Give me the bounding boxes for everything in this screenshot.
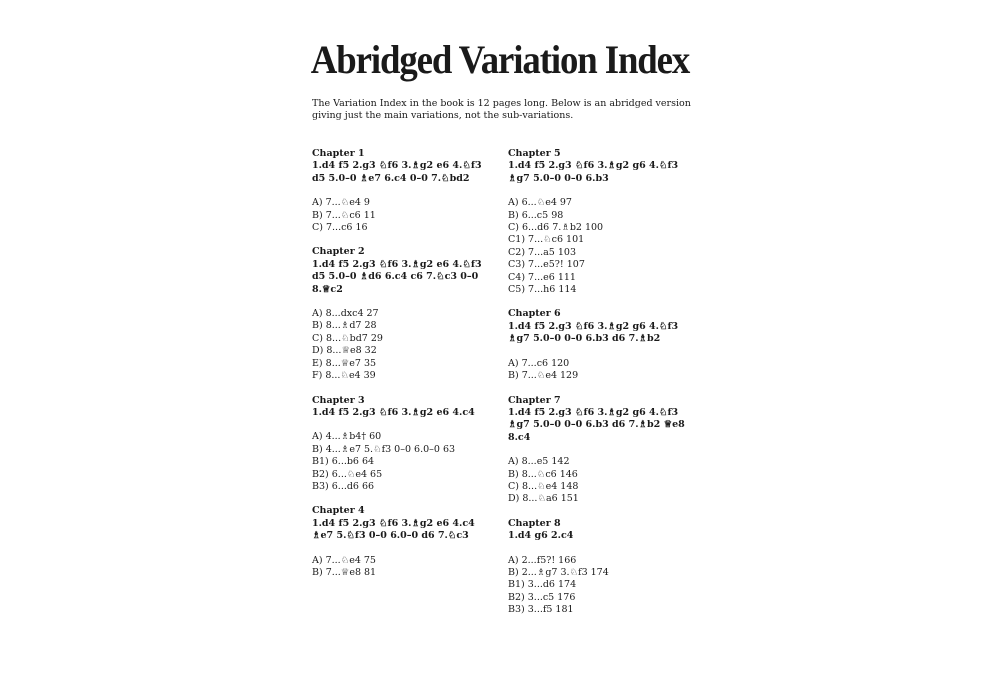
variation-line: A) 8...e5 142 [508, 456, 570, 468]
chapter-block [312, 246, 497, 382]
variation-line: B1) 6...b6 64 [312, 456, 375, 468]
variation-line: C5) 7...h6 114 [508, 284, 577, 296]
chapter-title: Chapter 6 [508, 308, 561, 320]
variation-line: B2) 3...c5 176 [508, 591, 576, 603]
variation-line: C1) 7...♘c6 101 [508, 234, 585, 246]
chapter-title: Chapter 5 [508, 148, 561, 159]
variation-line: A) 7...♘e4 9 [312, 197, 370, 209]
variation-line: C) 8...♘e4 148 [508, 480, 579, 492]
variation-line: B) 8...♘c6 146 [508, 468, 578, 480]
chapter-title: Chapter 2 [312, 246, 365, 258]
chapter-block [312, 505, 497, 579]
variation-line: B) 6...c5 98 [508, 209, 564, 221]
variation-line: B1) 3...d6 174 [508, 579, 577, 591]
left-column [312, 148, 497, 591]
variation-line: B) 8...♗d7 28 [312, 320, 377, 332]
variation-line: B3) 6...d6 66 [312, 480, 375, 492]
chapter-main-line: 1.d4 f5 2.g3 ♘f6 3.♗g2 e6 4.c4 ♗e7 5.♘f3 0–0 6.0–0 d6 7.♘c3 [312, 517, 475, 542]
chapter-title: Chapter 7 [508, 394, 561, 406]
variation-line: D) 8...♕e8 32 [312, 345, 377, 357]
chapter-block [312, 148, 497, 234]
variation-line: A) 8...dxc4 27 [312, 308, 379, 320]
variation-line: A) 2...f5?! 166 [508, 554, 577, 566]
chapter-title: Chapter 3 [312, 394, 365, 406]
variation-line: A) 6...♘e4 97 [508, 197, 572, 209]
chapter-main-line: 1.d4 f5 2.g3 ♘f6 3.♗g2 g6 4.♘f3 ♗g7 5.0–0 0–0 6.b3 d6 7.♗b2 [508, 320, 679, 345]
chapter-main-line: 1.d4 g6 2.c4 [508, 530, 574, 542]
chapter-main-line: 1.d4 f5 2.g3 ♘f6 3.♗g2 g6 4.♘f3 ♗g7 5.0–0 0–0 6.b3 [508, 160, 679, 184]
variation-line: F) 8...♘e4 39 [312, 370, 376, 382]
variation-line: B) 7...♘c6 11 [312, 209, 376, 221]
variation-line: A) 7...♘e4 75 [312, 554, 376, 566]
variation-line: B) 7...♘e4 129 [508, 370, 579, 382]
variation-line: C2) 7...a5 103 [508, 246, 577, 258]
variation-line: C4) 7...e6 111 [508, 271, 576, 283]
chapter-block [508, 308, 693, 382]
intro-paragraph: The Variation Index in the book is 12 pages long. Below is an abridged version giving just the main variations, not the sub-variations. [312, 98, 691, 121]
variation-line: B) 4...♗e7 5.♘f3 0–0 6.0–0 63 [312, 443, 456, 455]
chapter-main-line: 1.d4 f5 2.g3 ♘f6 3.♗g2 e6 4.c4 [312, 406, 475, 418]
chapter-main-line: 1.d4 f5 2.g3 ♘f6 3.♗g2 g6 4.♘f3 ♗g7 5.0–0 0–0 6.b3 d6 7.♗b2 ♕e8 8.c4 [508, 406, 685, 443]
variation-line: B) 7...♕e8 81 [312, 566, 377, 578]
chapter-block [508, 148, 693, 296]
chapter-title: Chapter 4 [312, 505, 365, 517]
chapter-block [508, 395, 693, 506]
page-title: Abridged Variation Index [310, 37, 690, 82]
chapter-block [508, 518, 693, 617]
chapter-main-line: 1.d4 f5 2.g3 ♘f6 3.♗g2 e6 4.♘f3 d5 5.0–0 ♗e7 6.c4 0–0 7.♘bd2 [312, 160, 482, 184]
variation-line: A) 7...c6 120 [508, 357, 570, 369]
variation-line: C) 6...d6 7.♗b2 100 [508, 222, 604, 234]
chapter-title: Chapter 8 [508, 517, 561, 529]
variation-line: B) 2...♗g7 3.♘f3 174 [508, 566, 609, 578]
variation-line: B3) 3...f5 181 [508, 604, 574, 616]
variation-line: C3) 7...e5?! 107 [508, 259, 585, 271]
chapter-main-line: 1.d4 f5 2.g3 ♘f6 3.♗g2 e6 4.♘f3 d5 5.0–0 ♗d6 6.c4 c6 7.♘c3 0–0 8.♕c2 [312, 258, 482, 295]
variation-line: D) 8...♘a6 151 [508, 493, 579, 505]
chapter-title: Chapter 1 [312, 148, 365, 159]
chapter-block [312, 395, 497, 494]
variation-line: B2) 6...♘e4 65 [312, 468, 383, 480]
variation-line: A) 4...♗b4† 60 [312, 431, 382, 443]
variation-line: C) 7...c6 16 [312, 222, 368, 234]
variation-line: C) 8...♘bd7 29 [312, 332, 383, 344]
variation-line: E) 8...♕e7 35 [312, 357, 377, 369]
right-column [508, 148, 693, 629]
